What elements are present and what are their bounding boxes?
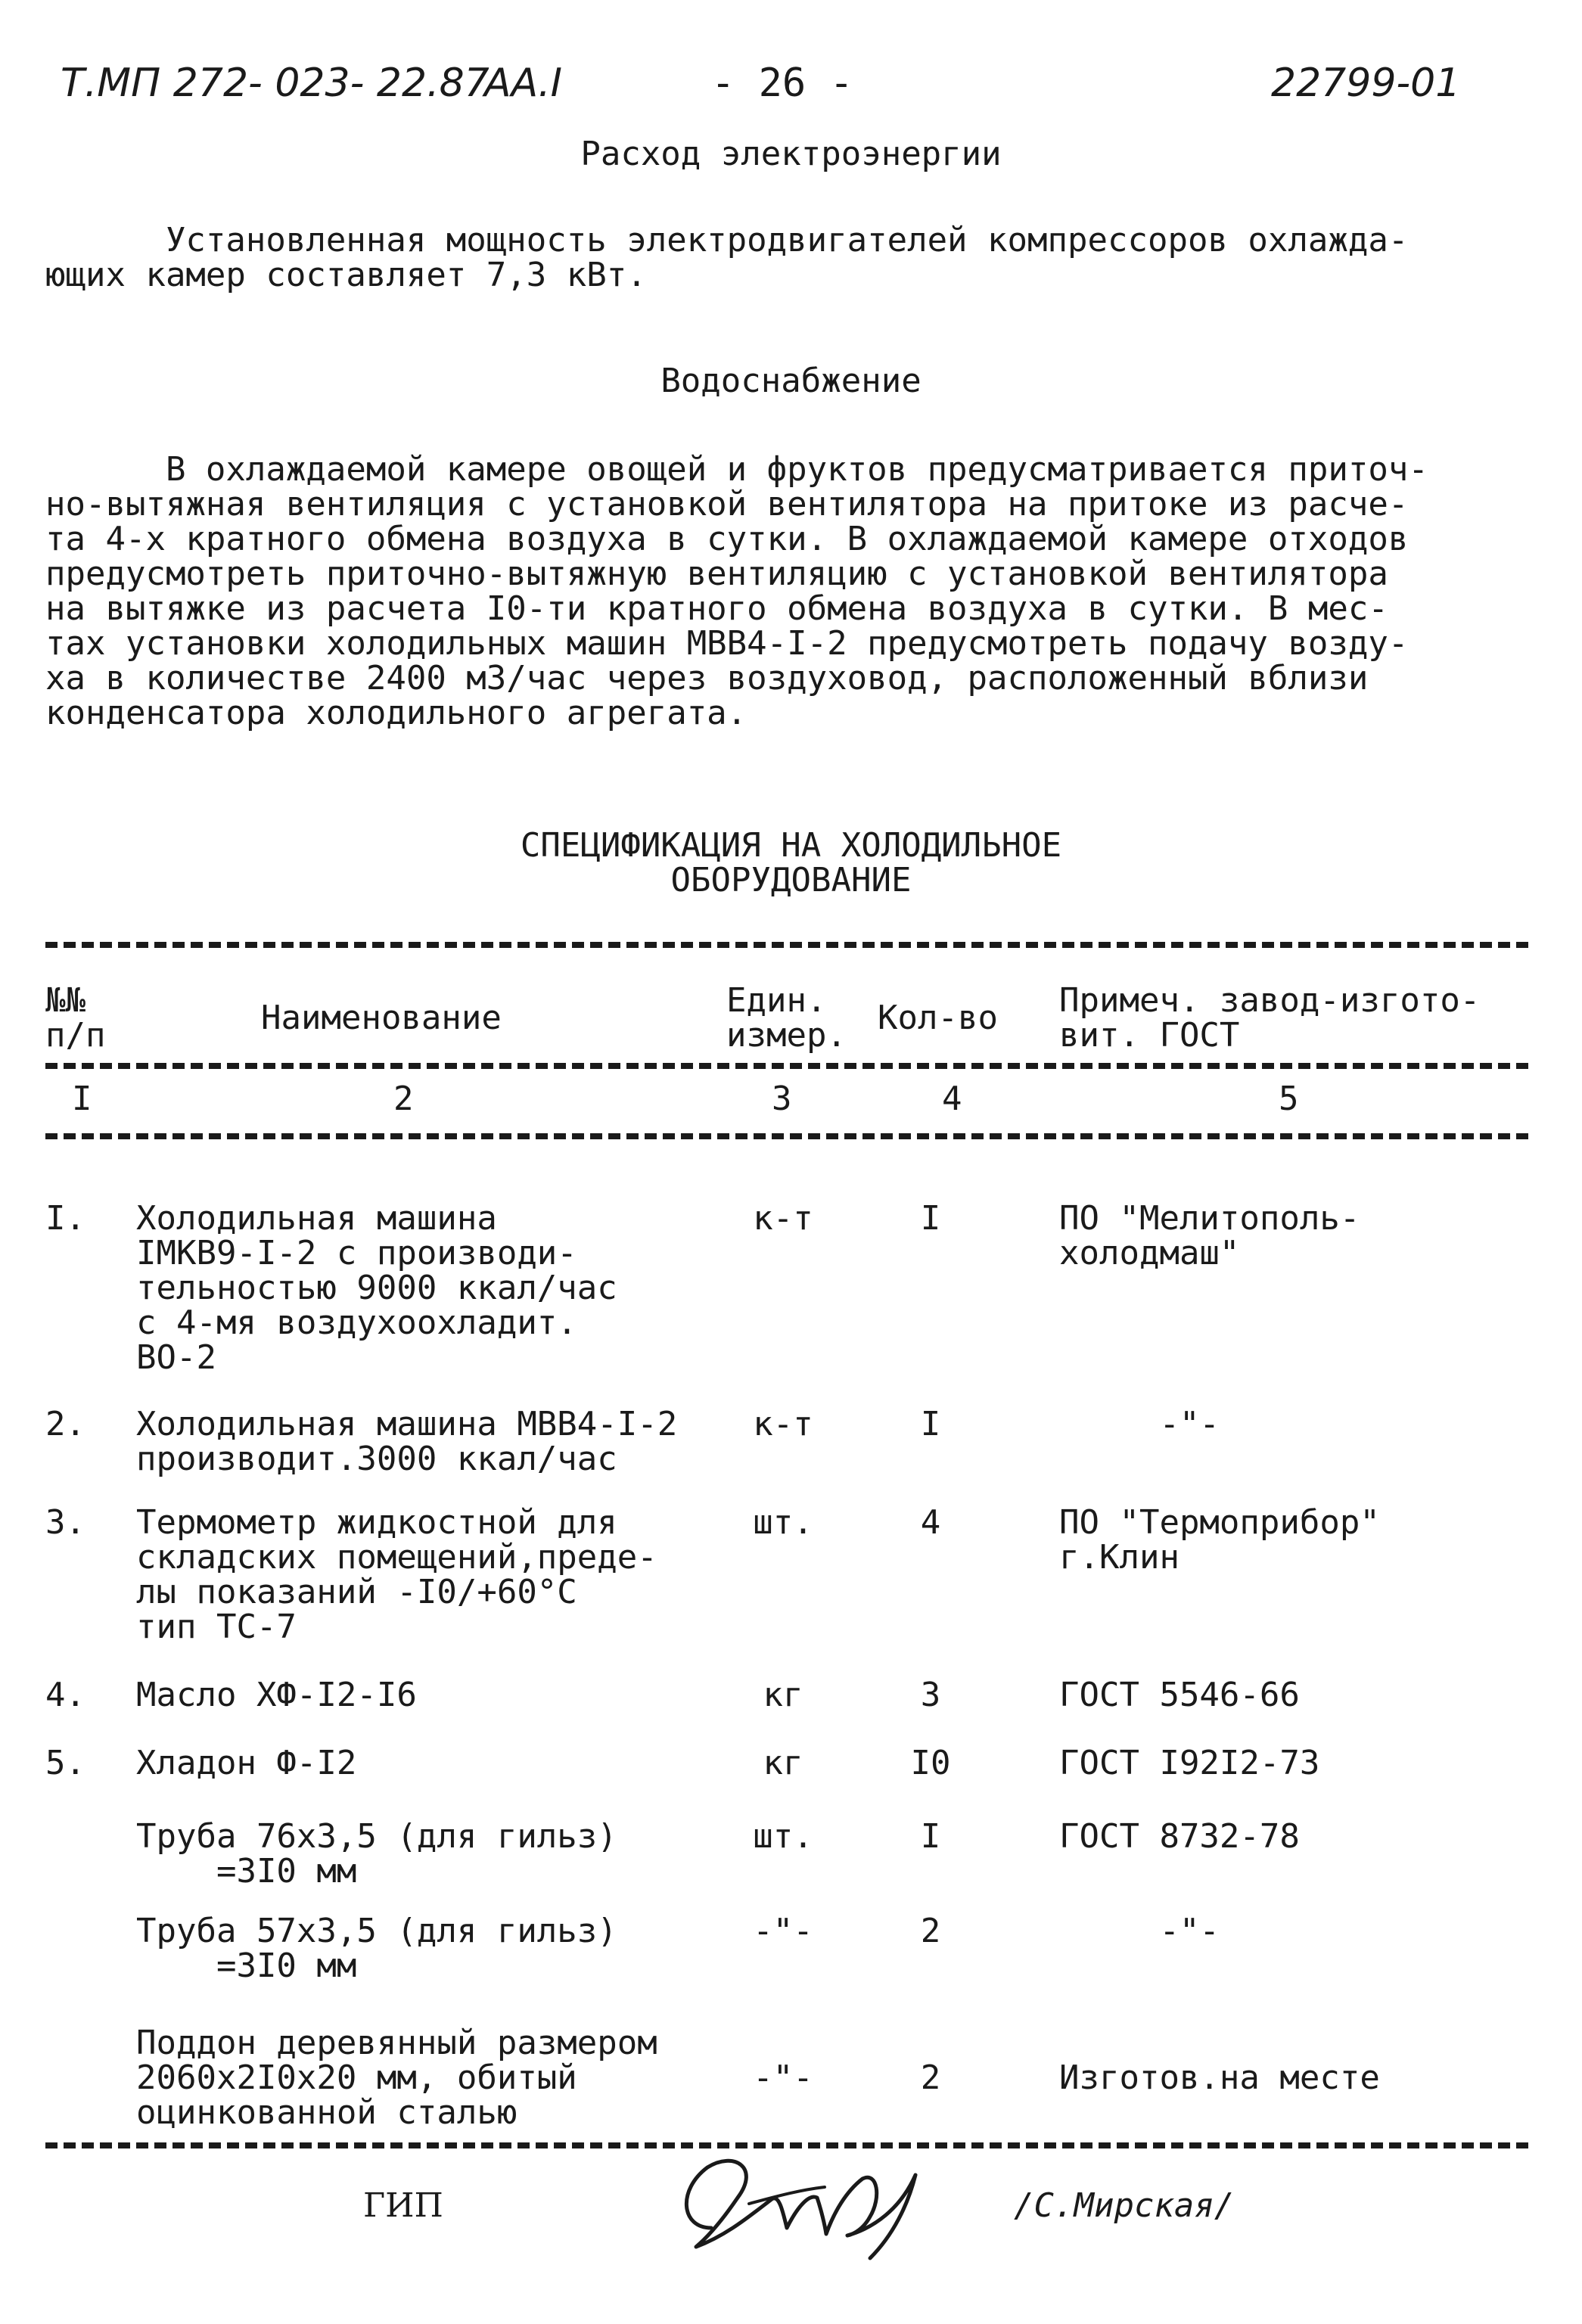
row-num: 2. (45, 1405, 85, 1443)
row-note: -"- (1059, 1912, 1220, 1950)
col-header-note: Примеч. завод-изгото- вит. ГОСТ (1059, 981, 1481, 1055)
handwritten-signature (666, 2145, 953, 2266)
spec-title-line2: ОБОРУДОВАНИЕ (670, 861, 912, 899)
row-note: ПО "Мелитополь- холодмаш" (1059, 1199, 1360, 1272)
row-unit: кг (763, 1744, 803, 1782)
row-qty: I (920, 1817, 941, 1856)
row-qty: 2 (920, 2058, 941, 2097)
row-note: ГОСТ I92I2-73 (1059, 1744, 1320, 1782)
col-number-3: 3 (772, 1080, 792, 1118)
signature-name: /С.Мирская/ (1014, 2186, 1235, 2225)
row-unit: шт. (753, 1503, 813, 1542)
row-note: Изготов.на месте (1059, 2058, 1380, 2097)
row-unit: к-т (753, 1199, 813, 1238)
col-header-unit: Един. измер. (726, 981, 847, 1055)
row-unit: к-т (753, 1405, 813, 1443)
album-label: АА.I (484, 61, 563, 106)
row-qty: I0 (910, 1744, 951, 1782)
signature-role: ГИП (363, 2186, 443, 2225)
row-name: Масло ХФ-I2-I6 (136, 1676, 417, 1714)
row-name: Хладон Ф-I2 (136, 1744, 357, 1782)
row-qty: I (920, 1199, 941, 1238)
col-number-4: 4 (942, 1080, 962, 1118)
paragraph-electricity: Установленная мощность электродвигателей компрессоров охлажда- ющих камер составляет 7,3 кВт. (45, 221, 1409, 294)
row-num: 4. (45, 1676, 85, 1714)
row-qty: 3 (920, 1676, 941, 1714)
table-rule-top (45, 942, 1528, 948)
document-code: Т.МП 272- 023- 22.87 (61, 61, 490, 106)
row-note: ПО "Термоприбор" г.Клин (1059, 1503, 1380, 1577)
section-title-water: Водоснабжение (660, 362, 922, 400)
col-header-qty: Кол-во (878, 999, 998, 1037)
page-number: - 26 - (711, 61, 853, 106)
row-num: 3. (45, 1503, 85, 1542)
table-rule-header (45, 1063, 1528, 1069)
row-qty: I (920, 1405, 941, 1443)
col-header-name: Наименование (261, 999, 502, 1037)
row-name: Холодильная машина IМКВ9-I-2 с производи- тельностью 9000 ккал/час с 4-мя воздухоохладит. ВО-2 (136, 1199, 617, 1377)
row-qty: 2 (920, 1912, 941, 1950)
row-note: -"- (1059, 1405, 1220, 1443)
row-note: ГОСТ 5546-66 (1059, 1676, 1300, 1714)
row-unit: -"- (753, 1912, 813, 1950)
row-unit: кг (763, 1676, 803, 1714)
row-num: I. (45, 1199, 85, 1238)
row-name: Труба 57х3,5 (для гильз) =3I0 мм (136, 1912, 617, 1985)
col-number-5: 5 (1279, 1080, 1299, 1118)
col-header-num: №№ п/п (45, 981, 106, 1055)
row-note: ГОСТ 8732-78 (1059, 1817, 1300, 1856)
row-name: Поддон деревянный размером 2060х2I0х20 мм, обитый оцинкованной сталью (136, 2024, 657, 2132)
section-title-electricity: Расход электроэнергии (580, 135, 1002, 173)
row-unit: -"- (753, 2058, 813, 2097)
col-number-1: I (72, 1080, 92, 1118)
spec-title-line1: СПЕЦИФИКАЦИЯ НА ХОЛОДИЛЬНОЕ (520, 826, 1062, 865)
table-rule-numbers (45, 1133, 1528, 1139)
row-unit: шт. (753, 1817, 813, 1856)
row-name: Термометр жидкостной для складских помещений,преде- лы показаний -I0/+60°С тип ТС-7 (136, 1503, 657, 1646)
row-name: Труба 76х3,5 (для гильз) =3I0 мм (136, 1817, 617, 1891)
col-number-2: 2 (393, 1080, 414, 1118)
row-num: 5. (45, 1744, 85, 1782)
row-qty: 4 (920, 1503, 941, 1542)
paragraph-water: В охлаждаемой камере овощей и фруктов предусматривается приточ- но-вытяжная вентиляция с установкой вентилятора на притоке из расче- та 4-х кратного обмена воздуха в сутки. В охлаждаемой камере отходов предусмотреть приточно-вытяжную вентиляцию с установкой вентилятора на вытяжке из расчета I0-ти кратного обмена воздуха в сутки. В мес- тах установки холодильных машин МВВ4-I-2 предусмотреть подачу возду- ха в количестве 2400 м3/час через воздуховод, расположенный вблизи конденсатора холодильного агрегата. (45, 450, 1428, 732)
document-number: 22799-01 (1271, 61, 1461, 106)
row-name: Холодильная машина МВВ4-I-2 производит.3000 ккал/час (136, 1405, 678, 1478)
